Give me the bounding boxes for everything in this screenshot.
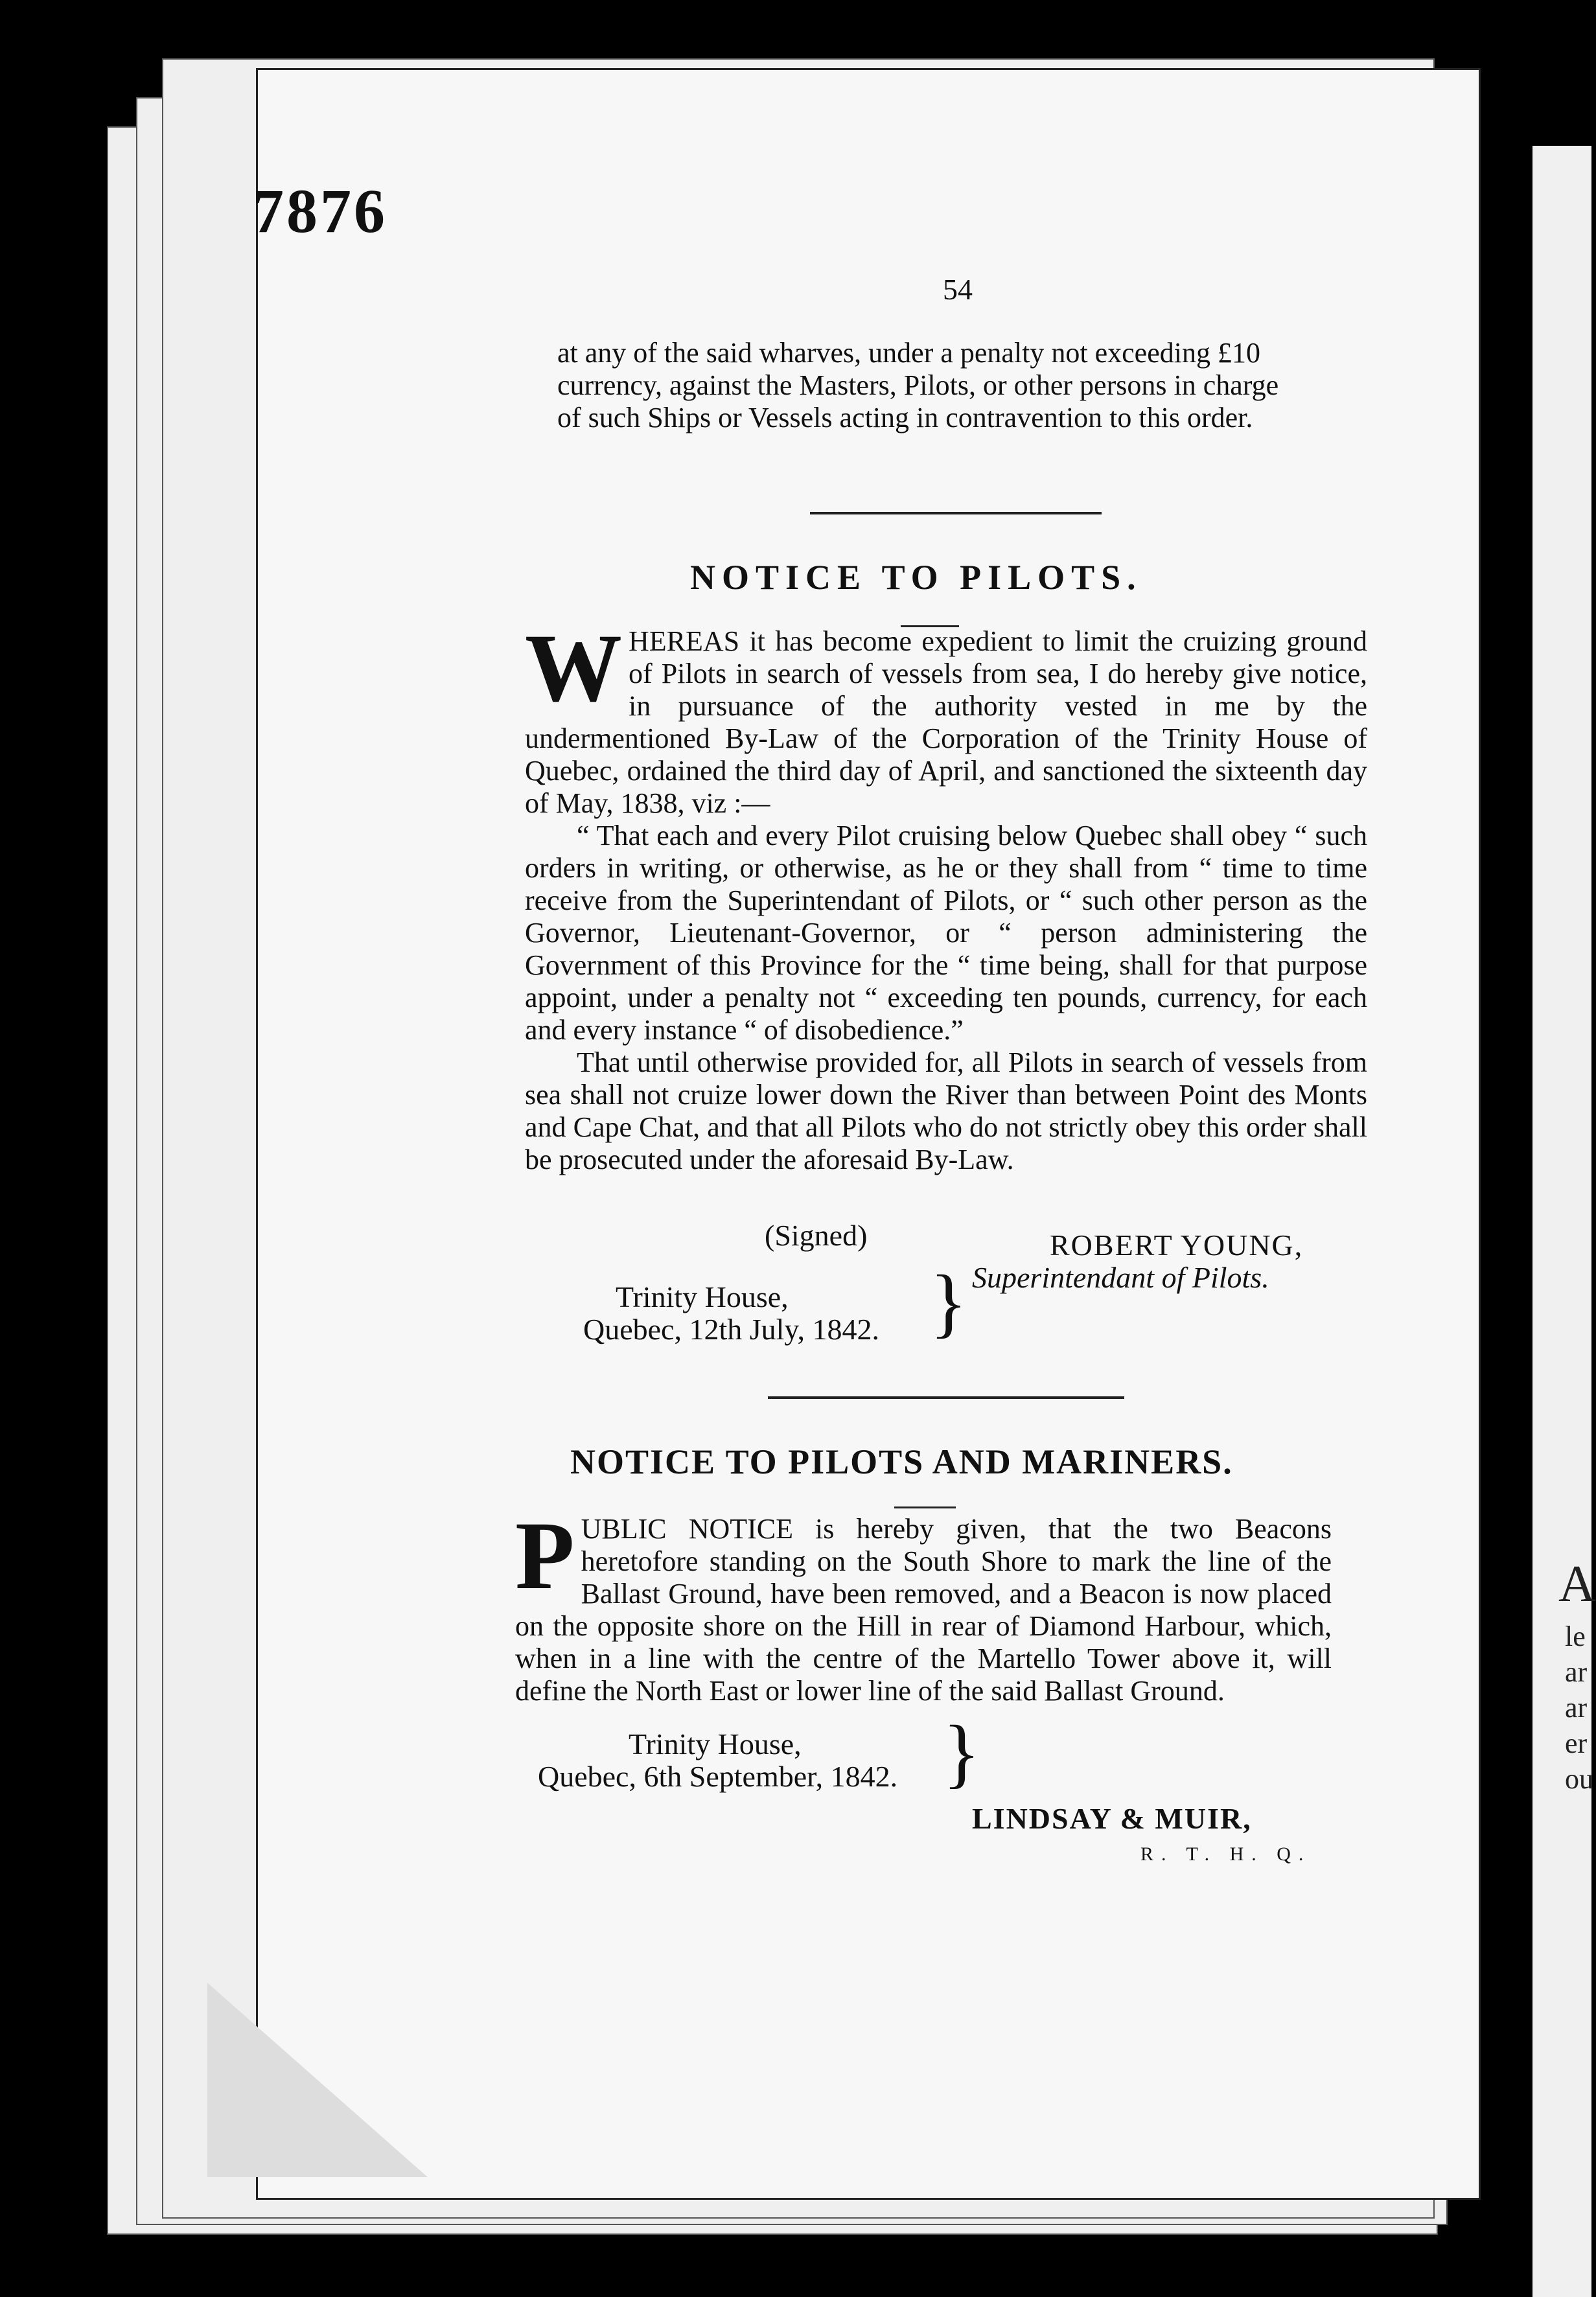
intro-line: of such Ships or Vessels acting in contravention to this order. — [557, 402, 1253, 433]
notice1-quote: “ That each and every Pilot cruising below Quebec shall obey “ such orders in writing, or otherwise, as he or they shall from “ time to time receive from the Superintendant of Pilots, or “ such other person as the Governor, Lieutenant-Governor, or “ person administering the Government of this Province for the “ time being, shall for that purpose appoint, under a penalty not “ exceeding ten pounds, currency, for each and every instance “ of disobedience.” — [525, 820, 1367, 1046]
signatory-title: Superintendant of Pilots. — [972, 1261, 1269, 1294]
intro-paragraph — [557, 337, 1374, 434]
page-number: 54 — [943, 273, 973, 306]
signed-label: (Signed) — [765, 1219, 868, 1252]
adjacent-page-fragment: A — [1558, 1556, 1596, 1613]
intro-line: at any of the said wharves, under a penalty not exceeding £10 — [557, 337, 1260, 369]
brace: } — [943, 1709, 980, 1795]
notice1-place: Trinity House, — [616, 1280, 789, 1313]
adjacent-page-fragment: ou — [1565, 1763, 1593, 1795]
section-divider — [768, 1396, 1124, 1399]
notice1-opening: HEREAS it has become expedient to limit the cruizing ground of Pilots in search of vessels from sea, I do hereby give notice, in pursuance of the authority vested in me by the undermentioned By-Law of the Corporation of the Trinity House of Quebec, ordained the third day of April, and sanctioned the sixteenth day of May, 1838, viz :— — [525, 625, 1367, 819]
adjacent-page-fragment: ar — [1565, 1692, 1588, 1724]
notice2-text: UBLIC NOTICE is hereby given, that the two Beacons heretofore standing on the South Shore to mark the line of the Ballast Ground, have been removed, and a Beacon is now placed on the opposite shore on the Hill in rear of Diamond Harbour, which, when in a line with the centre of the Martello Tower above it, will define the North East or lower line of the said Ballast Ground. — [515, 1513, 1332, 1707]
page-corner-fold — [207, 1983, 428, 2177]
notice1-date: Quebec, 12th July, 1842. — [583, 1313, 879, 1346]
brace: } — [930, 1259, 967, 1345]
notice2-date: Quebec, 6th September, 1842. — [538, 1760, 898, 1793]
notice1-paragraph2: That until otherwise provided for, all Pilots in search of vessels from sea shall not cruize lower down the River than between Point des Monts and Cape Chat, and that all Pilots who do not strictly obey this order shall be prosecuted under the aforesaid By-Law. — [525, 1046, 1367, 1175]
notice2-place: Trinity House, — [629, 1727, 802, 1760]
notice1-heading: NOTICE TO PILOTS. — [690, 558, 1142, 597]
adjacent-page-fragment: ar — [1565, 1656, 1588, 1688]
section-divider — [810, 512, 1102, 514]
signatory-name: LINDSAY & MUIR, — [972, 1802, 1252, 1835]
signatory-name: ROBERT YOUNG, — [1050, 1229, 1304, 1262]
intro-line: currency, against the Masters, Pilots, or other persons in charge — [557, 369, 1279, 401]
drop-cap: P — [515, 1502, 575, 1610]
notice2-heading: NOTICE TO PILOTS AND MARINERS. — [570, 1442, 1233, 1481]
catalog-number: 7876 — [253, 176, 387, 246]
adjacent-page-fragment: le — [1565, 1621, 1586, 1652]
notice1-body — [525, 614, 1367, 1176]
adjacent-page-fragment: er — [1565, 1727, 1588, 1759]
notice2-body — [515, 1502, 1332, 1707]
drop-cap: W — [525, 614, 622, 722]
heading-underline — [894, 1506, 956, 1508]
signatory-title: R. T. H. Q. — [1140, 1843, 1312, 1865]
adjacent-page-strip — [1532, 146, 1591, 2297]
